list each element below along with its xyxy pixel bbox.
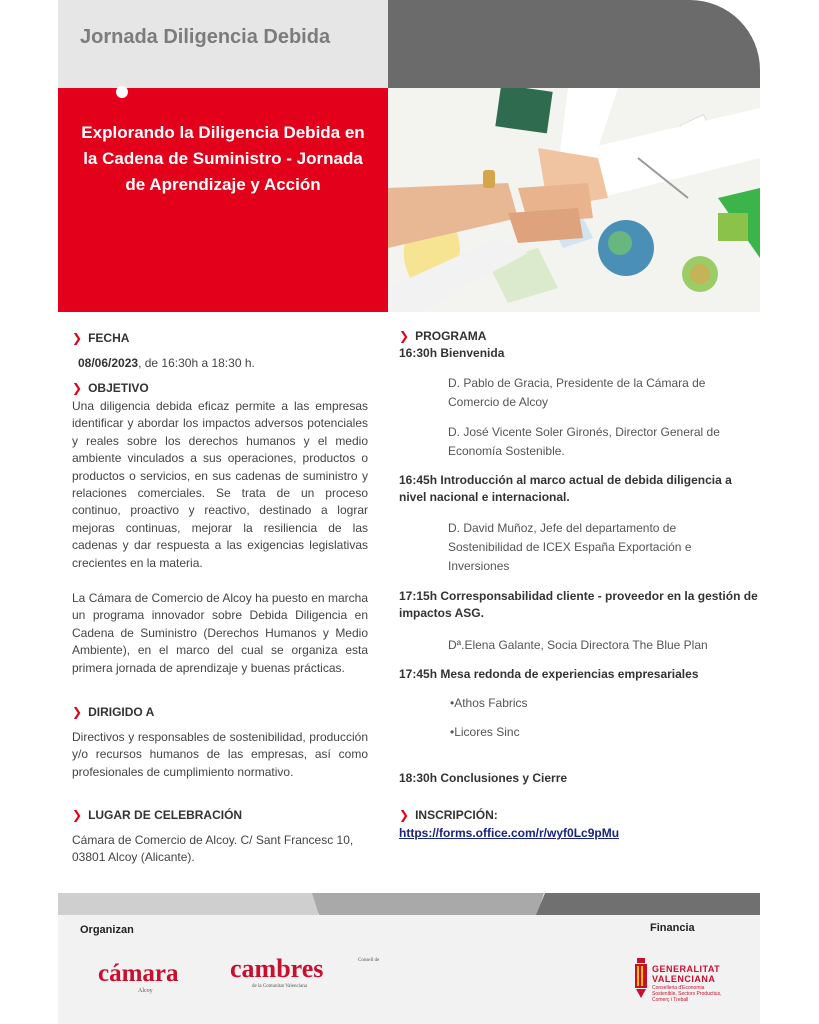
gv-emblem-icon (634, 958, 648, 998)
company-athos-fabrics: •Athos Fabrics (450, 696, 528, 710)
generalitat-valenciana-logo: GENERALITAT VALENCIANA Conselleria d'Economia Sostenible, Sectors Productius, Comerç i Treball (634, 958, 648, 1003)
speaker-pablo-de-gracia: D. Pablo de Gracia, Presidente de la Cámara de Comercio de Alcoy (448, 376, 706, 409)
dirigido-heading: ❯ DIRIGIDO A (72, 705, 155, 719)
chevron-down-icon: ❯ (72, 808, 83, 822)
lugar-text: Cámara de Comercio de Alcoy. C/ Sant Francesc 10, 03801 Alcoy (Alicante). (72, 833, 354, 865)
objetivo-heading: ❯ OBJETIVO (72, 381, 149, 395)
financia-label: Financia (650, 922, 695, 934)
objetivo-paragraph-1: Una diligencia debida eficaz permite a las empresas identificar y abordar los impactos adversos potenciales y reales sobre los derechos humanos y el medio ambiente vinculados a sus operaciones, productos o productos o servicios, en sus cadenas de suministro y relaciones comerciales. Se trata de un proceso continuo, proactivo y reactivo, destinado a lograr mejoras continuas, mejorar la resiliencia de las cadenas y dar respuesta a las exigencias legislativas crecientes en la materia. (72, 399, 368, 570)
chevron-down-icon: ❯ (399, 329, 410, 343)
programa-slot-1645: 16:45h Introducción al marco actual de debida diligencia a nivel nacional e internacional. (399, 473, 732, 505)
fecha-value (78, 355, 255, 372)
speaker-elena-galante: Dª.Elena Galante, Socia Directora The Blue Plan (448, 638, 708, 652)
cambres-logo: cambres Consell de de la Comunitat Valenciana (230, 954, 380, 989)
chevron-down-icon: ❯ (399, 808, 410, 822)
hands-together-illustration (388, 88, 760, 312)
hero-photo (388, 88, 760, 312)
chevron-down-icon: ❯ (72, 381, 83, 395)
fecha-date: 08/06/2023 (78, 356, 139, 370)
programa-heading: ❯ PROGRAMA (399, 329, 487, 343)
footer-bar-light (58, 893, 318, 915)
programa-slot-1630: 16:30h Bienvenida (399, 346, 505, 360)
programa-slot-1830: 18:30h Conclusiones y Cierre (399, 771, 568, 785)
programa-slot-1715: 17:15h Corresponsabilidad cliente - proveedor en la gestión de impactos ASG. (399, 589, 758, 621)
footer-bar-mid (312, 893, 544, 915)
chevron-down-icon: ❯ (72, 331, 83, 345)
programa-slot-1745: 17:45h Mesa redonda de experiencias empresariales (399, 667, 699, 681)
footer-bar-dark (536, 893, 760, 915)
objetivo-paragraph-2: La Cámara de Comercio de Alcoy ha puesto en marcha un programa innovador sobre Debida Diligencia en Cadena de Suministro (Derechos Humanos y Medio Ambiente), en el marco del cual se organiza esta primera jornada de aprendizaje y buenas prácticas. (72, 591, 368, 675)
speaker-david-munoz: D. David Muñoz, Jefe del departamento de Sostenibilidad de ICEX España Exportación e Inversiones (448, 521, 692, 573)
inscripcion-link[interactable]: https://forms.office.com/r/wyf0Lc9pMu (399, 826, 620, 840)
speaker-jose-vicente-soler: D. José Vicente Soler Gironés, Director General de Economía Sostenible. (448, 425, 720, 458)
header-dark-panel (388, 0, 760, 88)
header-dot (116, 86, 128, 98)
dirigido-text: Directivos y responsables de sostenibilidad, producción y/o recursos humanos de las empresas, así como profesionales de cumplimiento normativo. (72, 730, 368, 779)
fecha-time: , de 16:30h a 18:30 h. (138, 356, 255, 370)
fecha-heading: ❯ FECHA (72, 331, 130, 345)
chevron-down-icon: ❯ (72, 705, 83, 719)
hero-title: Explorando la Diligencia Debida en la Cadena de Suministro - Jornada de Aprendizaje y Acción (81, 123, 365, 194)
lugar-heading: ❯ LUGAR DE CELEBRACIÓN (72, 808, 243, 822)
inscripcion-heading: ❯ INSCRIPCIÓN: (399, 808, 498, 822)
company-licores-sinc: •Licores Sinc (450, 725, 520, 739)
organizan-label: Organizan (80, 924, 134, 936)
page-title: Jornada Diligencia Debida (80, 26, 331, 48)
camara-alcoy-logo: cámara Alcoy (98, 960, 179, 994)
